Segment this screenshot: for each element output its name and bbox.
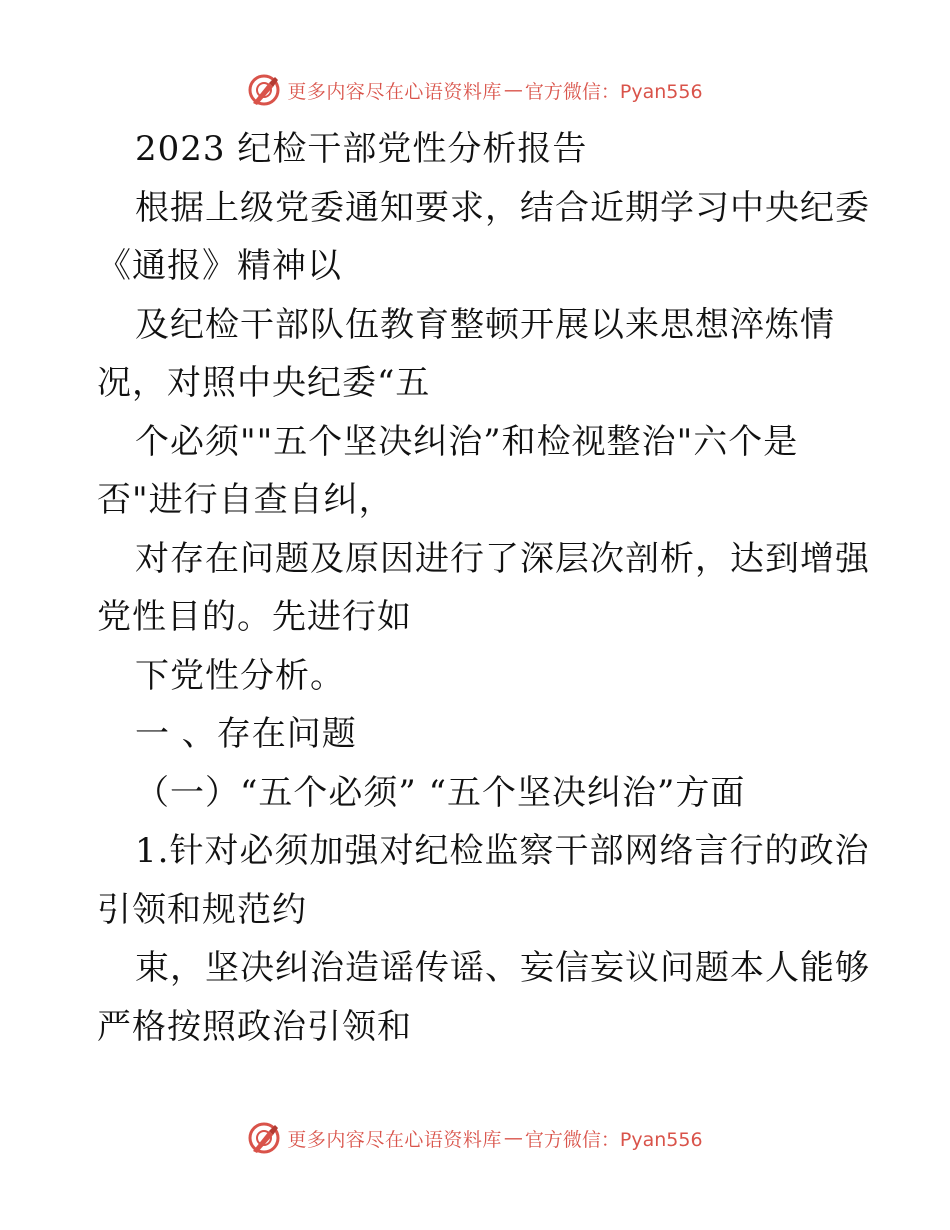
pen-logo-icon [247,1121,281,1155]
paragraph-line: 引领和规范约 [97,889,307,930]
watermark-dash: — [503,1127,523,1149]
document-body [97,120,870,1056]
paragraph-line: 下党性分析。 [135,655,345,696]
paragraph-line: 《通报》精神以 [97,246,342,286]
subsection-heading: （一）“五个必须” “五个坚决纠治”方面 [135,772,746,813]
paragraph-line: 个必须""五个坚决纠治”和检视整治"六个是 [135,421,799,462]
watermark-wechat: 官方微信：Pyan556 [524,80,703,103]
watermark-wechat: 官方微信：Pyan556 [524,1128,703,1151]
watermark-dash: — [503,79,523,101]
watermark-header [0,70,950,110]
paragraph-line: 束，坚决纠治造谣传谣、妄信妄议问题本人能够 [135,948,870,988]
watermark-text: 更多内容尽在心语资料库 [287,1128,502,1151]
paragraph-line: 严格按照政治引领和 [97,1006,412,1047]
paragraph-line: 否"进行自查自纠， [97,480,394,520]
paragraph-line: 根据上级党委通知要求，结合近期学习中央纪委 [135,187,870,228]
paragraph-line: 1.针对必须加强对纪检监察干部网络言行的政治 [135,831,870,871]
watermark-footer [0,1118,950,1158]
document-title: 2023 纪检干部党性分析报告 [135,129,588,169]
paragraph-line: 况，对照中央纪委“五 [97,363,431,403]
paragraph-line: 及纪检干部队伍教育整顿开展以来思想淬炼情 [135,304,835,345]
paragraph-line: 党性目的。先进行如 [97,597,412,637]
pen-logo-icon [247,73,281,107]
section-heading: 一 、存在问题 [135,714,357,754]
watermark-text: 更多内容尽在心语资料库 [287,80,502,103]
paragraph-line: 对存在问题及原因进行了深层次剖析，达到增强 [135,538,870,579]
